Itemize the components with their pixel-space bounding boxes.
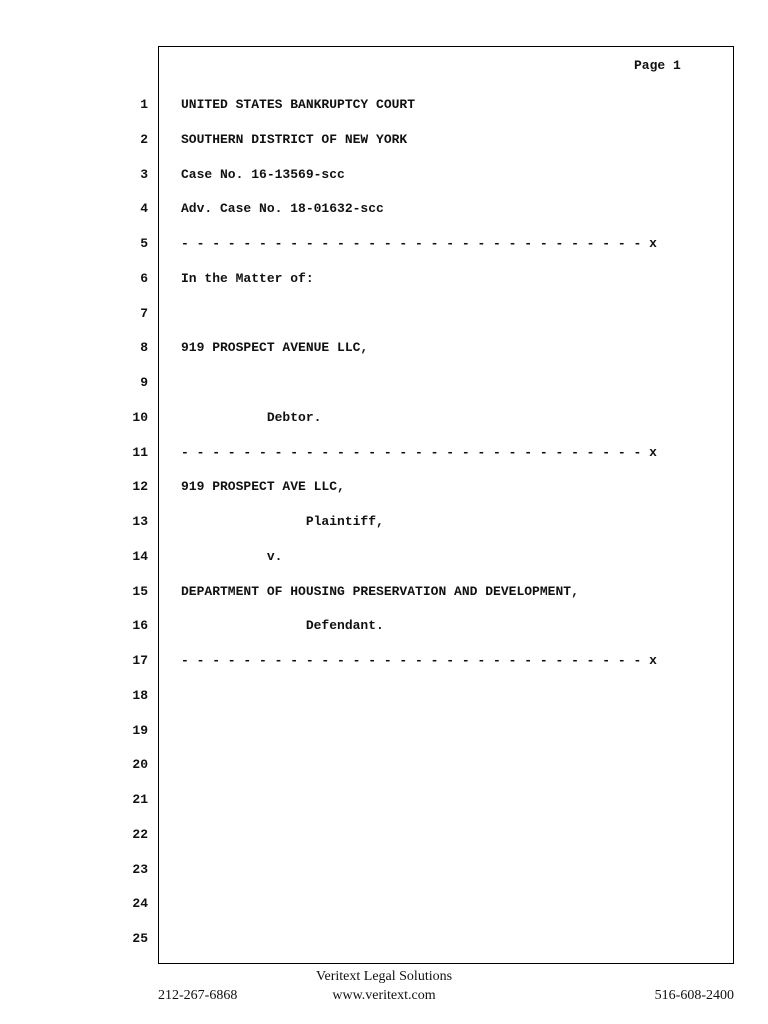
footer-company: Veritext Legal Solutions xyxy=(315,969,453,984)
line-number: 10 xyxy=(132,410,148,425)
line-number: 9 xyxy=(140,375,148,390)
line-number: 18 xyxy=(132,688,148,703)
line-number: 5 xyxy=(140,236,148,251)
line-number: 1 xyxy=(140,97,148,112)
line-text: Debtor. xyxy=(181,410,322,425)
line-number: 24 xyxy=(132,896,148,911)
line-text: - - - - - - - - - - - - - - - - - - - - - - - - - - - - - - x xyxy=(181,236,657,251)
line-number: 14 xyxy=(132,549,148,564)
line-number: 11 xyxy=(132,445,148,460)
line-text: - - - - - - - - - - - - - - - - - - - - - - - - - - - - - - x xyxy=(181,445,657,460)
line-text: Defendant. xyxy=(181,618,384,633)
line-text: Adv. Case No. 18-01632-scc xyxy=(181,201,384,216)
line-text: 919 PROSPECT AVENUE LLC, xyxy=(181,340,369,355)
line-text: 919 PROSPECT AVE LLC, xyxy=(181,479,345,494)
line-number: 16 xyxy=(132,618,148,633)
footer-url: www.veritext.com xyxy=(332,988,436,1003)
line-number: 3 xyxy=(140,167,148,182)
line-number: 17 xyxy=(132,653,148,668)
line-number: 2 xyxy=(140,132,148,147)
footer-phone-left: 212-267-6868 xyxy=(158,988,238,1003)
footer-phone-right: 516-608-2400 xyxy=(654,988,734,1003)
line-number: 25 xyxy=(132,931,148,946)
line-number: 12 xyxy=(132,479,148,494)
line-text: v. xyxy=(181,549,283,564)
line-number: 8 xyxy=(140,340,148,355)
line-text: - - - - - - - - - - - - - - - - - - - - - - - - - - - - - - x xyxy=(181,653,657,668)
line-number: 20 xyxy=(132,757,148,772)
line-text: UNITED STATES BANKRUPTCY COURT xyxy=(181,97,416,112)
line-number: 21 xyxy=(132,792,148,807)
line-text: SOUTHERN DISTRICT OF NEW YORK xyxy=(181,132,408,147)
line-number: 6 xyxy=(140,271,148,286)
line-number: 13 xyxy=(132,514,148,529)
line-number: 7 xyxy=(140,306,148,321)
line-number: 19 xyxy=(132,723,148,738)
line-number: 4 xyxy=(140,201,148,216)
line-text: Plaintiff, xyxy=(181,514,384,529)
page-number: Page 1 xyxy=(634,58,681,73)
line-number: 15 xyxy=(132,584,148,599)
line-number: 23 xyxy=(132,862,148,877)
line-number: 22 xyxy=(132,827,148,842)
line-text: In the Matter of: xyxy=(181,271,314,286)
line-text: Case No. 16-13569-scc xyxy=(181,167,345,182)
transcript-page-frame xyxy=(158,46,734,964)
line-text: DEPARTMENT OF HOUSING PRESERVATION AND DEVELOPMENT, xyxy=(181,584,579,599)
